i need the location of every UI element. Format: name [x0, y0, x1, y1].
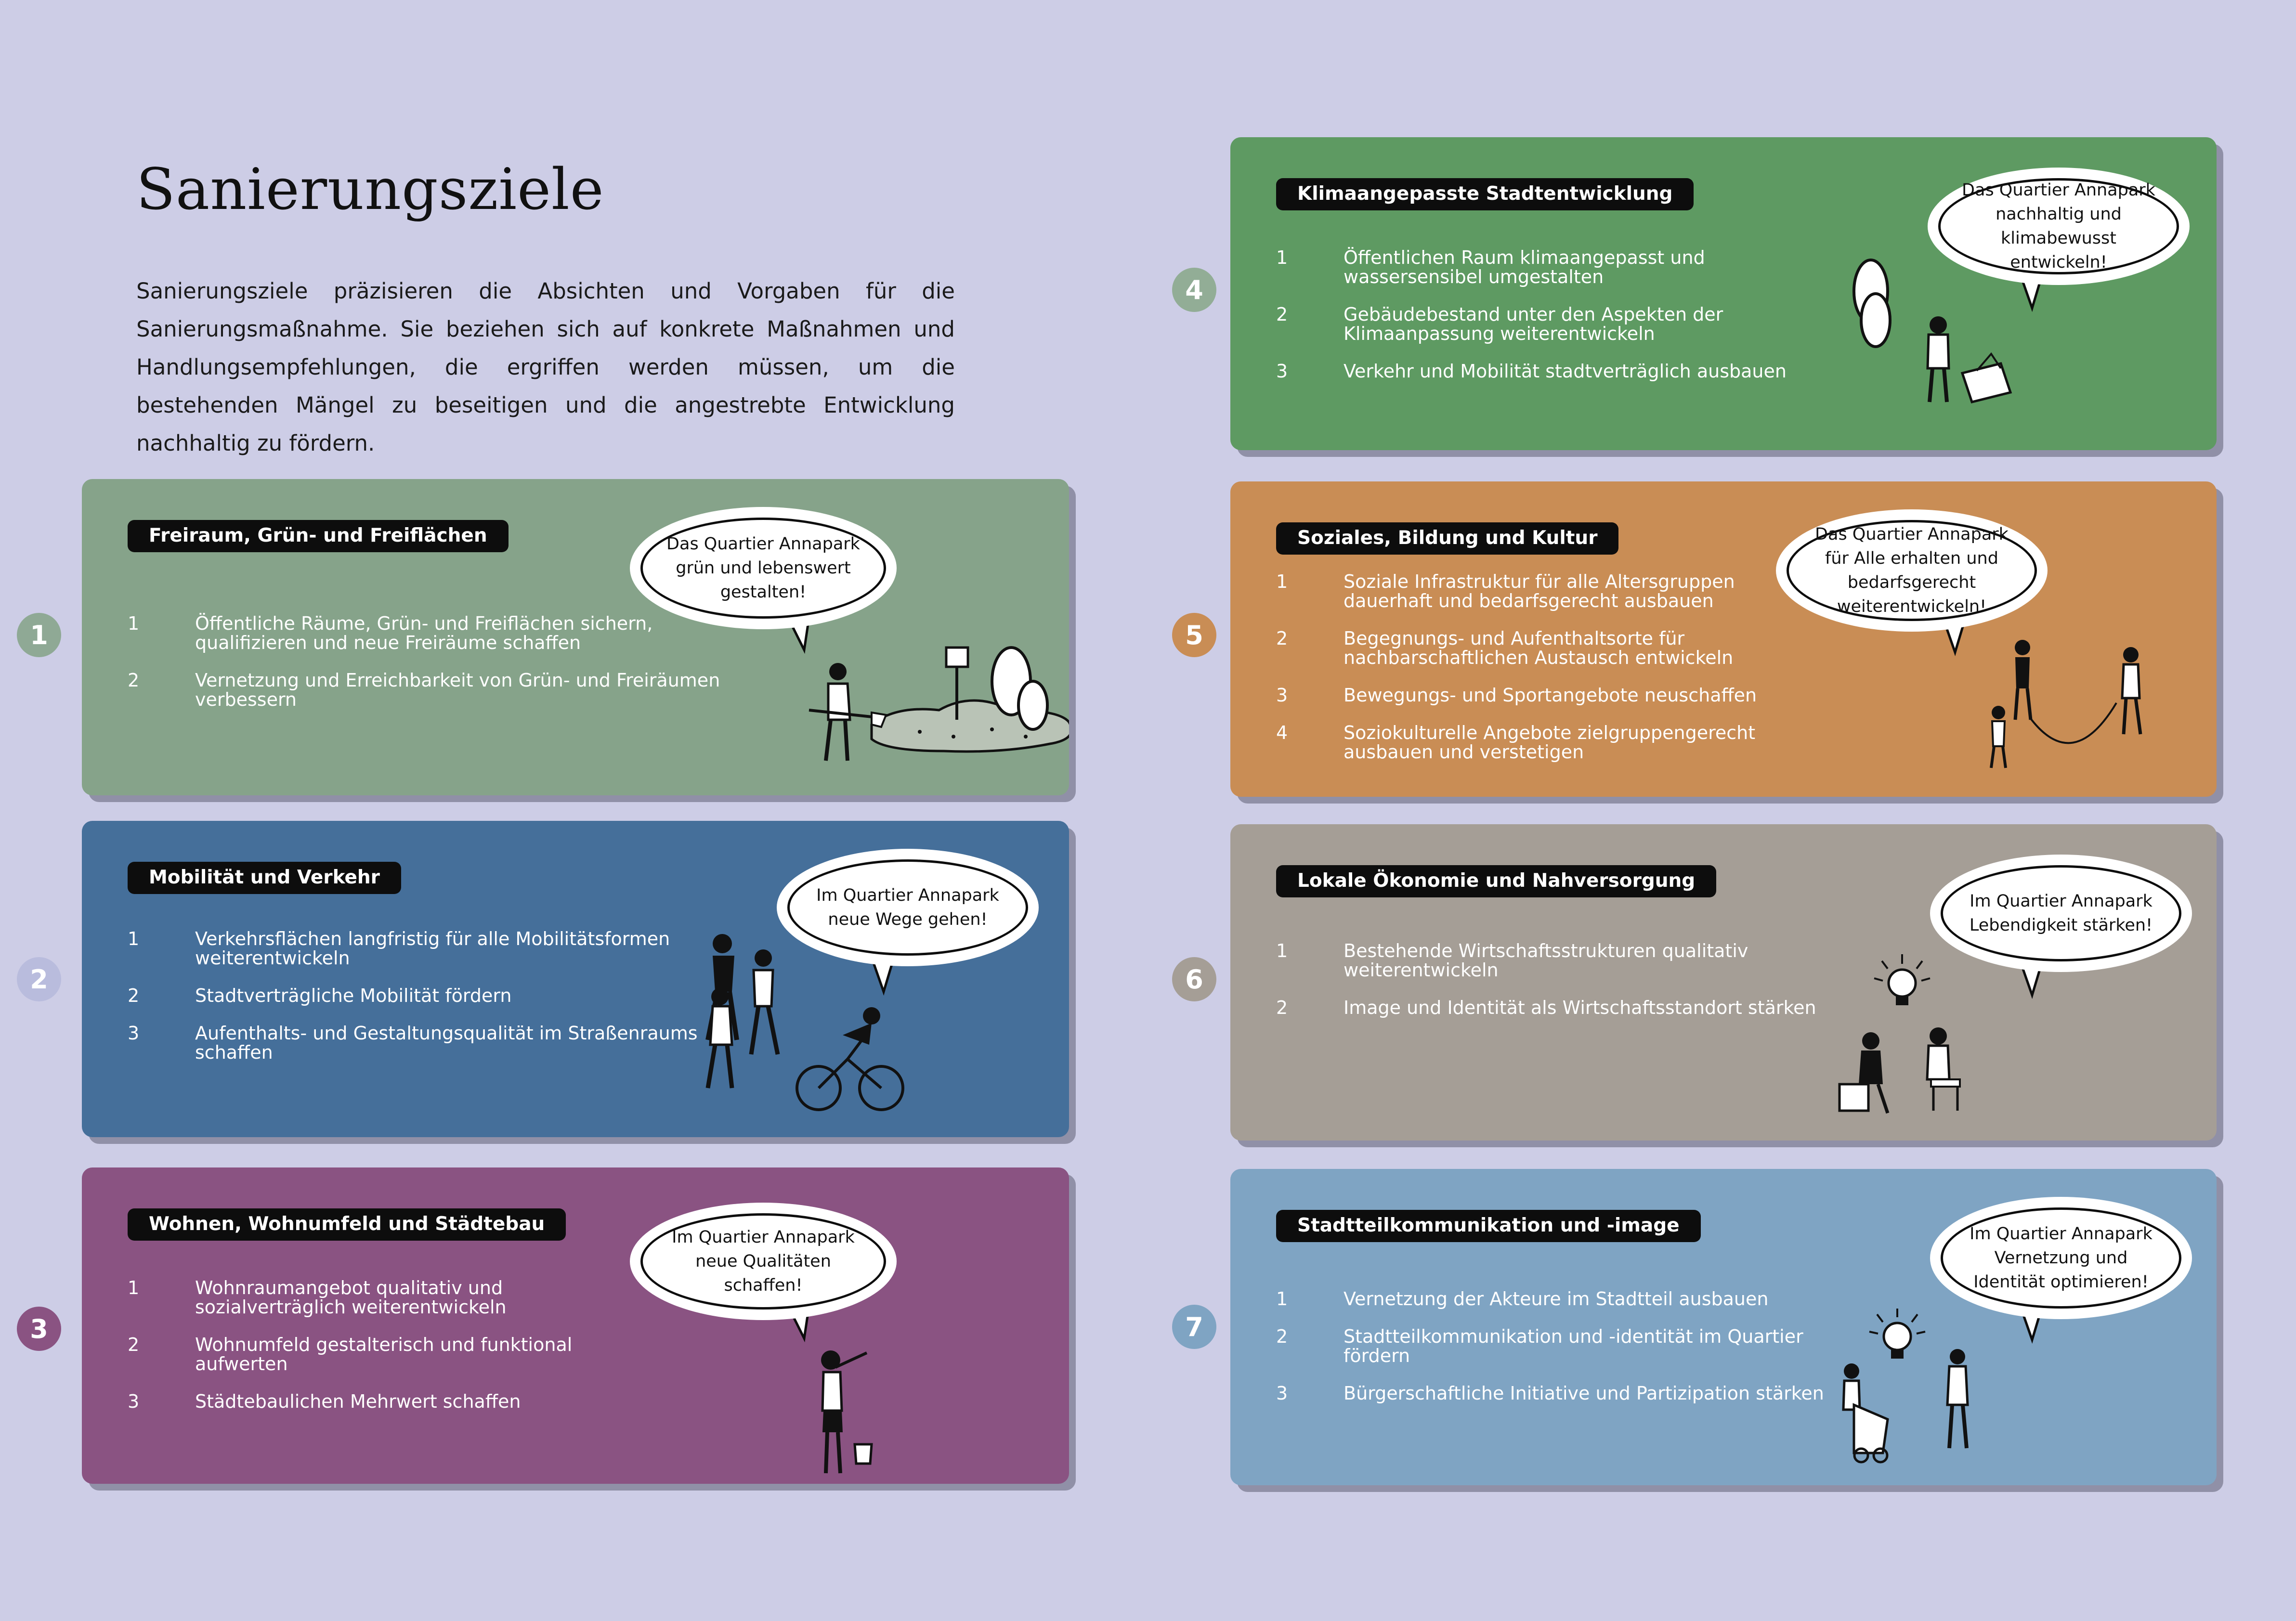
- goal-badge-number: 7: [1185, 1311, 1203, 1342]
- family-with-stroller-icon: [1835, 1309, 1989, 1472]
- goal-panel-oekonomie: [1230, 824, 2217, 1141]
- speech-bubble: Im Quartier Annapark neue Qualitäten schaffen!: [640, 1213, 886, 1310]
- page-title: Sanierungsziele: [136, 156, 604, 223]
- goal-badge-number: 5: [1185, 620, 1203, 650]
- goal-panel-klima: [1230, 137, 2217, 450]
- goal-badge-7: [1172, 1305, 1216, 1349]
- walkers-and-cyclist-icon: [689, 929, 910, 1131]
- goal-panel-kommunikation: [1230, 1169, 2217, 1485]
- list-item: 3 Aufenthalts- und Gestaltungsqualität im Straßenraums schaffen: [128, 1023, 698, 1063]
- speech-bubble: Im Quartier Annapark neue Wege gehen!: [787, 859, 1028, 956]
- list-item: 2 Vernetzung und Erreichbarkeit von Grün- und Freiräumen verbessern: [128, 670, 720, 710]
- list-item: 3 Verkehr und Mobilität stadtverträglich ausbauen: [1276, 361, 1787, 382]
- list-item: 1 Öffentliche Räume, Grün- und Freiflächen sichern, qualifizieren und neue Freiräume schaffen: [128, 613, 653, 653]
- goal-panel-wohnen: [82, 1167, 1069, 1484]
- goal-list: [128, 1278, 657, 1429]
- list-item: 2 Wohnumfeld gestalterisch und funktional aufwerten: [128, 1334, 573, 1375]
- panel-heading: Lokale Ökonomie und Nahversorgung: [1276, 865, 1716, 897]
- goal-list: [1276, 572, 1825, 780]
- panel-heading: Klimaangepasste Stadtentwicklung: [1276, 178, 1694, 210]
- speech-bubble: Das Quartier Annapark nachhaltig und klimabewusst entwickeln!: [1938, 178, 2179, 274]
- goal-badge-number: 2: [30, 964, 48, 995]
- list-item: 1 Wohnraumangebot qualitativ und sozialverträglich weiterentwickeln: [128, 1277, 507, 1318]
- list-item: 2 Image und Identität als Wirtschaftsstandort stärken: [1276, 997, 1816, 1018]
- goal-badge-number: 6: [1185, 964, 1203, 995]
- goal-badge-1: [17, 613, 61, 657]
- panel-heading: Soziales, Bildung und Kultur: [1276, 522, 1618, 555]
- list-item: 3 Bürgerschaftliche Initiative und Partizipation stärken: [1276, 1383, 1824, 1404]
- goal-badge-number: 3: [30, 1313, 48, 1344]
- person-with-shovel-and-playground-icon: [799, 638, 1069, 782]
- list-item: 2 Stadtteilkommunikation und -identität im Quartier fördern: [1276, 1326, 1803, 1366]
- list-item: 1 Verkehrsflächen langfristig für alle Mobilitätsformen weiterentwickeln: [128, 928, 670, 969]
- panel-heading: Freiraum, Grün- und Freiflächen: [128, 520, 509, 552]
- list-item: 2 Gebäudebestand unter den Aspekten der Klimaanpassung weiterentwickeln: [1276, 304, 1723, 344]
- person-painting-wall-icon: [804, 1341, 881, 1480]
- goal-panel-freiraum: [82, 479, 1069, 795]
- list-item: 4 Soziokulturelle Angebote zielgruppengerecht ausbauen und verstetigen: [1276, 722, 1756, 763]
- goal-badge-number: 4: [1185, 274, 1203, 305]
- goal-list: [128, 614, 730, 727]
- speech-bubble: Im Quartier Annapark Vernetzung und Identität optimieren!: [1941, 1207, 2181, 1309]
- goal-badge-6: [1172, 957, 1216, 1001]
- goal-list: [128, 929, 730, 1080]
- goal-badge-2: [17, 957, 61, 1001]
- goal-badge-3: [17, 1307, 61, 1351]
- goal-badge-4: [1172, 268, 1216, 312]
- list-item: 2 Stadtverträgliche Mobilität fördern: [128, 985, 512, 1006]
- list-item: 1 Vernetzung der Akteure im Stadtteil ausbauen: [1276, 1288, 1769, 1310]
- children-jumping-rope-icon: [1967, 635, 2169, 780]
- speech-bubble: Im Quartier Annapark Lebendigkeit stärken!: [1941, 865, 2181, 961]
- panel-heading: Stadtteilkommunikation und -image: [1276, 1210, 1701, 1242]
- goal-list: [1276, 1289, 1825, 1421]
- list-item: 1 Bestehende Wirtschaftsstrukturen qualitativ weiterentwickeln: [1276, 940, 1748, 981]
- goal-panel-mobilitaet: [82, 821, 1069, 1137]
- goal-badge-5: [1172, 613, 1216, 657]
- speech-bubble: Das Quartier Annapark grün und lebenswert gestalten!: [640, 518, 886, 619]
- people-with-idea-lightbulb-icon: [1835, 954, 1979, 1128]
- list-item: 3 Bewegungs- und Sportangebote neuschaffen: [1276, 685, 1757, 706]
- goal-list: [1276, 941, 1825, 1036]
- intro-text: Sanierungsziele präzisieren die Absichten und Vorgaben für die Sanierungsmaßnahme. Sie beziehen sich auf konkrete Maßnahmen und Handlungsempfehlungen, die ergriffen werden müssen, um die bestehenden Mängel zu beseitigen und die angestrebte Entwicklung nachhaltig zu fördern.: [136, 278, 955, 456]
- list-item: 1 Öffentlichen Raum klimaangepasst und wassersensibel umgestalten: [1276, 247, 1705, 287]
- person-planting-icon: [1847, 258, 2030, 412]
- goal-panel-soziales: [1230, 481, 2217, 797]
- panel-heading: Wohnen, Wohnumfeld und Städtebau: [128, 1208, 566, 1241]
- goal-list: [1276, 248, 1825, 399]
- speech-bubble: Das Quartier Annapark für Alle erhalten und bedarfsgerecht weiterentwickeln!: [1787, 520, 2037, 621]
- goal-badge-number: 1: [30, 620, 48, 650]
- panel-heading: Mobilität und Verkehr: [128, 862, 401, 894]
- list-item: 1 Soziale Infrastruktur für alle Altersgruppen dauerhaft und bedarfsgerecht ausbauen: [1276, 571, 1735, 611]
- list-item: 3 Städtebaulichen Mehrwert schaffen: [128, 1391, 521, 1412]
- list-item: 2 Begegnungs- und Aufenthaltsorte für nachbarschaftlichen Austausch entwickeln: [1276, 628, 1734, 668]
